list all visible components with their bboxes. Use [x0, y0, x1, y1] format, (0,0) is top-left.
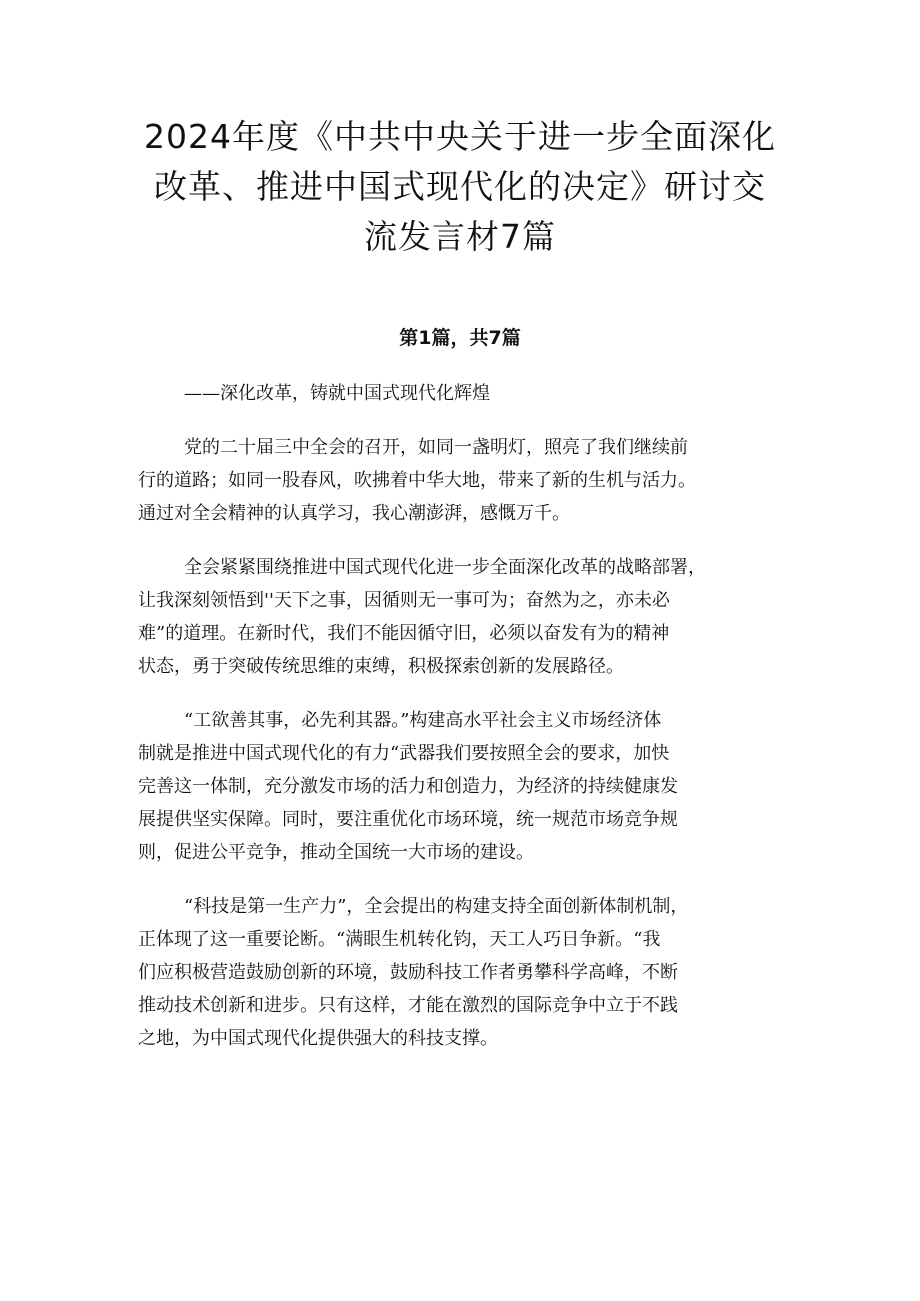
paragraph-line: 则，促进公平竞争，推动全国统一大市场的建设。 — [138, 842, 534, 863]
paragraph-3 — [138, 704, 788, 869]
title-line: 2024年度《中共中央关于进一步全面深化 — [144, 117, 776, 156]
paragraph-line: 推动技术创新和进步。只有这样，才能在激烈的国际竞争中立于不践 — [138, 995, 678, 1016]
paragraph-2 — [138, 551, 788, 683]
title-line: 流发言材7篇 — [364, 217, 556, 256]
paragraph-line: 之地，为中国式现代化提供强大的科技支撑。 — [138, 1028, 498, 1049]
paragraph-line: “科技是第一生产力”，全会提出的构建支持全面创新体制机制， — [184, 896, 689, 917]
paragraph-line: 让我深刻领悟到''天下之事，因循则无一事可为；奋然为之，亦未必 — [138, 590, 670, 611]
subtitle: ——深化改革，铸就中国式现代化辉煌 — [184, 383, 490, 404]
paragraph-line: 们应积极营造鼓励创新的环境，鼓励科技工作者勇攀科学高峰，不断 — [138, 962, 678, 983]
paragraph-line: 状态，勇于突破传统思维的束缚，积极探索创新的发展路径。 — [138, 656, 624, 677]
title-line: 改革、推进中国式现代化的决定》研讨交 — [154, 167, 766, 206]
paragraph-line: 通过对全会精神的认真学习，我心潮澎湃，感慨万千。 — [138, 503, 570, 524]
paragraph-line: 完善这一体制，充分激发市场的活力和创造力，为经济的持续健康发 — [138, 776, 678, 797]
paragraph-line: 难”的道理。在新时代，我们不能因循守旧，必须以奋发有为的精神 — [138, 623, 670, 644]
document-title — [120, 112, 800, 262]
paragraph-line: 全会紧紧围绕推进中国式现代化进一步全面深化改革的战略部署， — [184, 557, 706, 578]
paragraph-line: 党的二十届三中全会的召开，如同一盏明灯，照亮了我们继续前 — [184, 437, 688, 458]
paragraph-4 — [138, 890, 788, 1055]
paragraph-line: 行的道路；如同一股春风，吹拂着中华大地，带来了新的生机与活力。 — [138, 470, 696, 491]
paragraph-1 — [138, 431, 788, 530]
section-heading: 第1篇，共7篇 — [399, 327, 521, 349]
paragraph-line: 展提供坚实保障。同时，要注重优化市场环境，统一规范市场竞争规 — [138, 809, 678, 830]
document-body — [138, 431, 788, 1076]
paragraph-line: 制就是推进中国式现代化的有力“武器我们要按照全会的要求，加快 — [138, 743, 670, 764]
paragraph-line: “工欲善其事，必先利其器。”构建高水平社会主义市场经济体 — [184, 710, 662, 731]
paragraph-line: 正体现了这一重要论断。“满眼生机转化钧，天工人巧日争新。“我 — [138, 929, 661, 950]
